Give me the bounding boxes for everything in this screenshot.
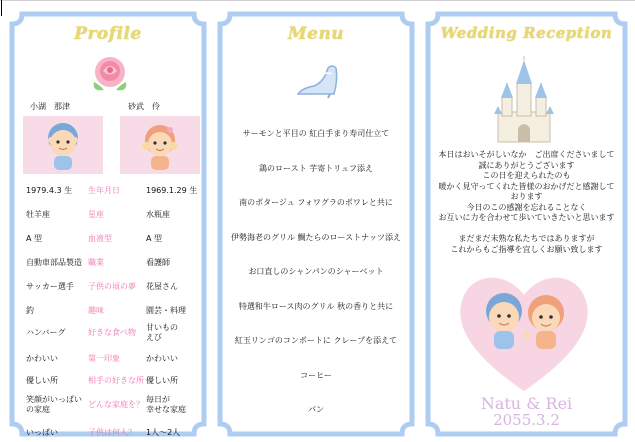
profile-row-groom-value: 釣 xyxy=(26,306,34,315)
wedding-date: 2055.3.2 xyxy=(493,411,560,429)
profile-row-label: 相手の好きな所 xyxy=(88,376,144,385)
page-top-edge xyxy=(0,0,635,1)
profile-row-label: 星座 xyxy=(88,210,104,219)
profile-row-label: 趣味 xyxy=(88,306,104,315)
menu-item: 紅玉リンゴのコンポートに クレープを添えて xyxy=(234,336,398,345)
profile-row-groom-value: 優しい所 xyxy=(26,376,58,385)
profile-row-label: 子供は何人？ xyxy=(88,428,136,437)
groom-avatar xyxy=(23,116,103,174)
profile-row-bride-value: 毎日が 幸せな家庭 xyxy=(146,395,186,414)
greeting-line: 暖かく見守ってくれた皆様のおかげだと感謝して xyxy=(438,181,615,191)
menu-item: 鶏のロースト 芋寄トリュフ添え xyxy=(259,163,373,173)
profile-row-label: どんな家庭を？ xyxy=(88,400,144,409)
profile-row-groom-value: 笑顔がいっぱい の家庭 xyxy=(26,395,82,414)
profile-row-label: 第一印象 xyxy=(88,354,120,363)
greeting-line: 誠にありがとうございます xyxy=(478,160,575,170)
profile-row-label: 血液型 xyxy=(88,234,112,243)
profile-row-bride-value: 1969.1.29 生 xyxy=(146,186,198,195)
greeting-line: 今日のこの感謝を忘れることなく xyxy=(466,202,587,212)
profile-row-groom-value: 自動車部品製造 xyxy=(26,258,82,267)
profile-row-bride-value: A 型 xyxy=(146,234,163,243)
rose-icon xyxy=(88,52,132,94)
profile-row-groom-value: かわいい xyxy=(26,354,58,363)
reception-panel xyxy=(424,10,629,438)
bride-name: 砂武 伶 xyxy=(128,102,160,111)
profile-row-groom-value: A 型 xyxy=(26,234,43,243)
greeting-line: この日を迎えられたのも xyxy=(482,171,571,180)
menu-panel xyxy=(216,10,416,438)
menu-title: Menu xyxy=(287,24,345,44)
reception-title: Wedding Reception xyxy=(440,24,613,42)
profile-row-bride-value: かわいい xyxy=(146,354,178,363)
profile-row-bride-value: 甘いもの えび xyxy=(146,323,178,342)
heart-couple-illustration xyxy=(454,265,594,395)
profile-row-bride-value: 看護師 xyxy=(146,258,170,267)
couple-names: Natu & Rei xyxy=(480,394,573,413)
greeting-line: 本日はおいそがしいなか ご出席くださいまして xyxy=(438,150,615,159)
profile-row-bride-value: 花屋さん xyxy=(146,282,178,291)
menu-item: 特選和牛ロース肉のグリル 秋の香りと共に xyxy=(238,301,394,311)
greeting-line: これからもご指導を宜しくお願い致します xyxy=(450,244,603,254)
glass-slipper-icon xyxy=(294,60,340,100)
profile-row-label: 好きな食べ物 xyxy=(88,328,136,337)
menu-item: お口直しのシャンパンのシャーベット xyxy=(248,267,384,276)
castle-icon xyxy=(492,56,556,146)
profile-row-groom-value: 1979.4.3 生 xyxy=(26,186,73,195)
menu-item: コーヒー xyxy=(300,370,332,380)
profile-row-label: 生年月日 xyxy=(88,186,120,195)
profile-row-bride-value: 1人～2人 xyxy=(146,428,181,437)
profile-title: Profile xyxy=(74,24,142,44)
menu-item: 南のポタージュ フォワグラのポワレと共に xyxy=(239,198,393,207)
greeting-line: まだまだ未熟な私たちではありますが xyxy=(458,234,595,243)
groom-name: 小湖 那津 xyxy=(30,102,70,111)
menu-item: 伊勢海老のグリル 鯛たらのローストナッツ添え xyxy=(231,232,401,242)
greeting-line: おります xyxy=(510,192,543,201)
profile-row-bride-value: 優しい所 xyxy=(146,376,178,385)
profile-row-groom-value: いっぱい xyxy=(26,428,58,437)
text-cursor xyxy=(1,0,2,16)
menu-item: パン xyxy=(308,405,324,414)
profile-row-bride-value: 水瓶座 xyxy=(146,210,170,219)
profile-row-groom-value: サッカー選手 xyxy=(26,282,74,291)
menu-item: サーモンと平目の 紅白手まり寿司仕立て xyxy=(242,129,390,138)
profile-row-label: 職業 xyxy=(88,258,104,267)
profile-panel xyxy=(8,10,208,438)
profile-row-label: 子供の頃の夢 xyxy=(88,282,136,291)
greeting-line: お互いに力を合わせて歩いていきたいと思います xyxy=(438,213,615,222)
bride-avatar xyxy=(120,116,200,174)
profile-row-groom-value: ハンバーグ xyxy=(26,328,66,337)
profile-row-groom-value: 牡羊座 xyxy=(26,210,50,219)
profile-row-bride-value: 園芸・料理 xyxy=(146,306,186,315)
